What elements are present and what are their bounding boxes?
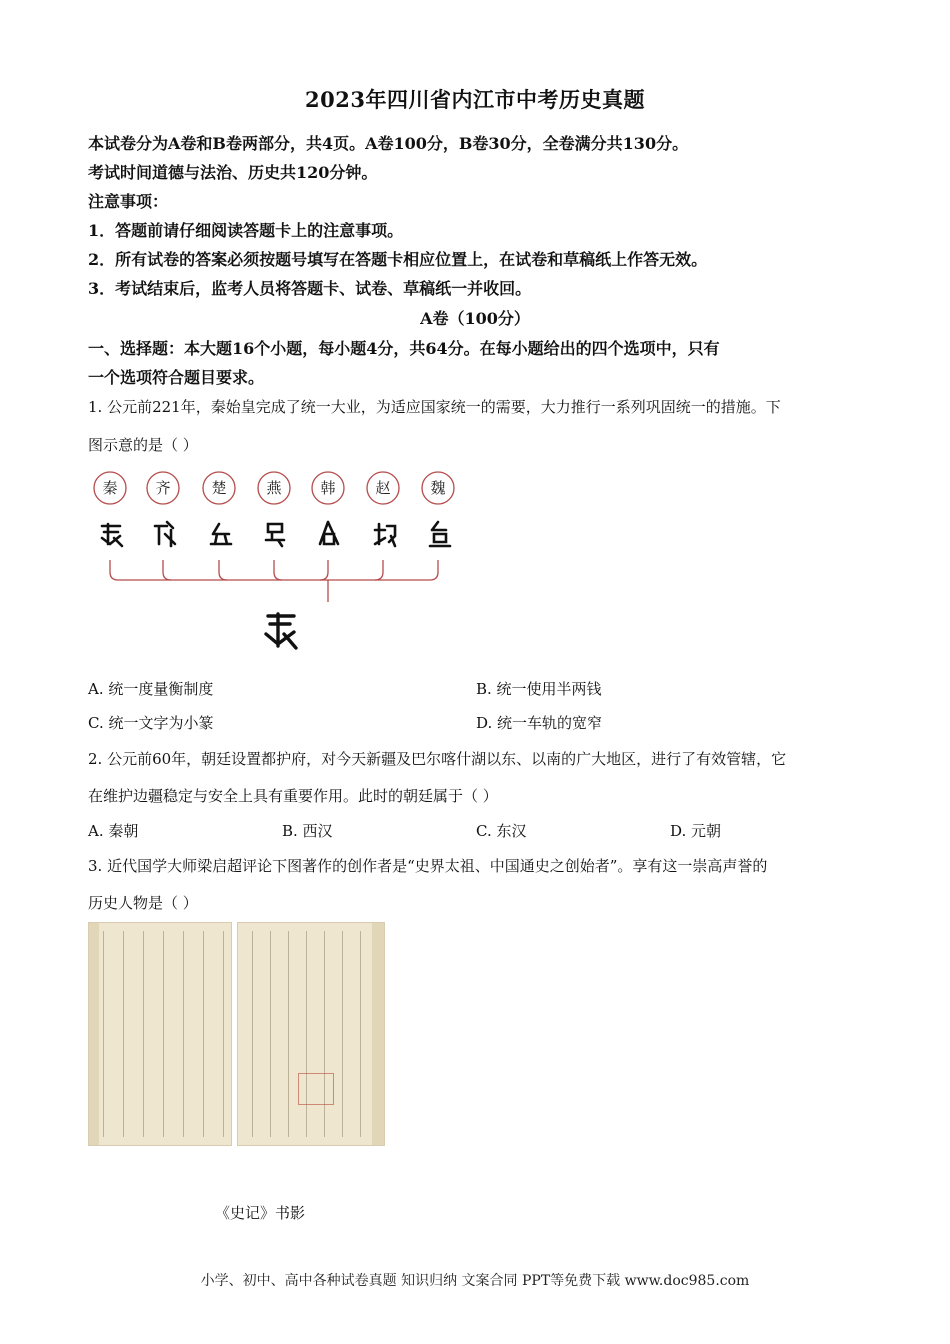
notice-item-1: 1．答题前请仔细阅读答题卡上的注意事项。 (88, 221, 404, 240)
state-label-han: 韩 (320, 479, 336, 497)
notice-item-3: 3．考试结束后，监考人员将答题卡、试卷、草稿纸一并收回。 (88, 279, 532, 298)
q3-text-line-2: 历史人物是（ ） (88, 894, 198, 912)
ancient-glyph-han (320, 522, 338, 544)
shiji-book-page-right (237, 922, 385, 1146)
state-label-qi: 齐 (155, 479, 171, 497)
section-one-line-2: 一个选项符合题目要求。 (88, 368, 265, 387)
ancient-glyph-zhao (375, 524, 395, 546)
page-footer: 小学、初中、高中各种试卷真题 知识归纳 文案合同 PPT等免费下载 www.doc985.com (200, 1273, 750, 1289)
ancient-glyph-chu (211, 524, 231, 544)
q1-option-a: A. 统一度量衡制度 (88, 680, 214, 698)
ancient-glyph-qin (102, 524, 122, 546)
q1-text-line-2: 图示意的是（ ） (88, 436, 198, 454)
section-one-line-1: 一、选择题：本大题16个小题，每小题4分，共64分。在每小题给出的四个选项中，只有 (88, 339, 720, 358)
state-label-chu: 楚 (211, 479, 227, 497)
page-title: 2023年四川省内江市中考历史真题 (305, 87, 645, 112)
intro-line-1: 本试卷分为A卷和B卷两部分，共4页。A卷100分，B卷30分，全卷满分共130分。 (88, 134, 689, 153)
script-unification-figure (88, 462, 468, 662)
ancient-glyph-wei (430, 522, 450, 546)
state-label-qin: 秦 (102, 479, 118, 497)
q2-text-line-2: 在维护边疆稳定与安全上具有重要作用。此时的朝廷属于（ ） (88, 787, 498, 805)
state-label-wei: 魏 (430, 479, 446, 497)
notice-item-2: 2．所有试卷的答案必须按题号填写在答题卡相应位置上，在试卷和草稿纸上作答无效。 (88, 250, 708, 269)
q1-text-line-1: 1. 公元前221年，秦始皇完成了统一大业，为适应国家统一的需要，大力推行一系列巩固统一的措施。下 (88, 398, 781, 416)
q2-option-a: A. 秦朝 (88, 822, 139, 840)
intro-line-2: 考试时间道德与法治、历史共120分钟。 (88, 163, 378, 182)
q2-text-line-1: 2. 公元前60年，朝廷设置都护府，对今天新疆及巴尔喀什湖以东、以南的广大地区，进行了有效管辖，它 (88, 750, 787, 768)
figure-caption: 《史记》书影 (215, 1204, 306, 1222)
q2-option-c: C. 东汉 (476, 822, 527, 840)
ancient-glyph-qi (155, 522, 175, 546)
shiji-book-page-left (88, 922, 232, 1146)
q1-option-c: C. 统一文字为小篆 (88, 714, 214, 732)
q2-option-b: B. 西汉 (282, 822, 333, 840)
state-label-zhao: 赵 (375, 479, 391, 497)
q1-option-b: B. 统一使用半两钱 (476, 680, 602, 698)
section-a-heading: A卷（100分） (420, 309, 530, 328)
q3-text-line-1: 3. 近代国学大师梁启超评论下图著作的创作者是“史界太祖、中国通史之创始者”。享有这一崇高声誉的 (88, 857, 768, 875)
state-label-yan: 燕 (266, 479, 282, 497)
q1-option-d: D. 统一车轨的宽窄 (476, 714, 603, 732)
notice-heading: 注意事项： (88, 192, 169, 211)
small-seal-glyph (266, 614, 296, 648)
ancient-glyph-yan (266, 524, 284, 546)
q2-option-d: D. 元朝 (670, 822, 722, 840)
